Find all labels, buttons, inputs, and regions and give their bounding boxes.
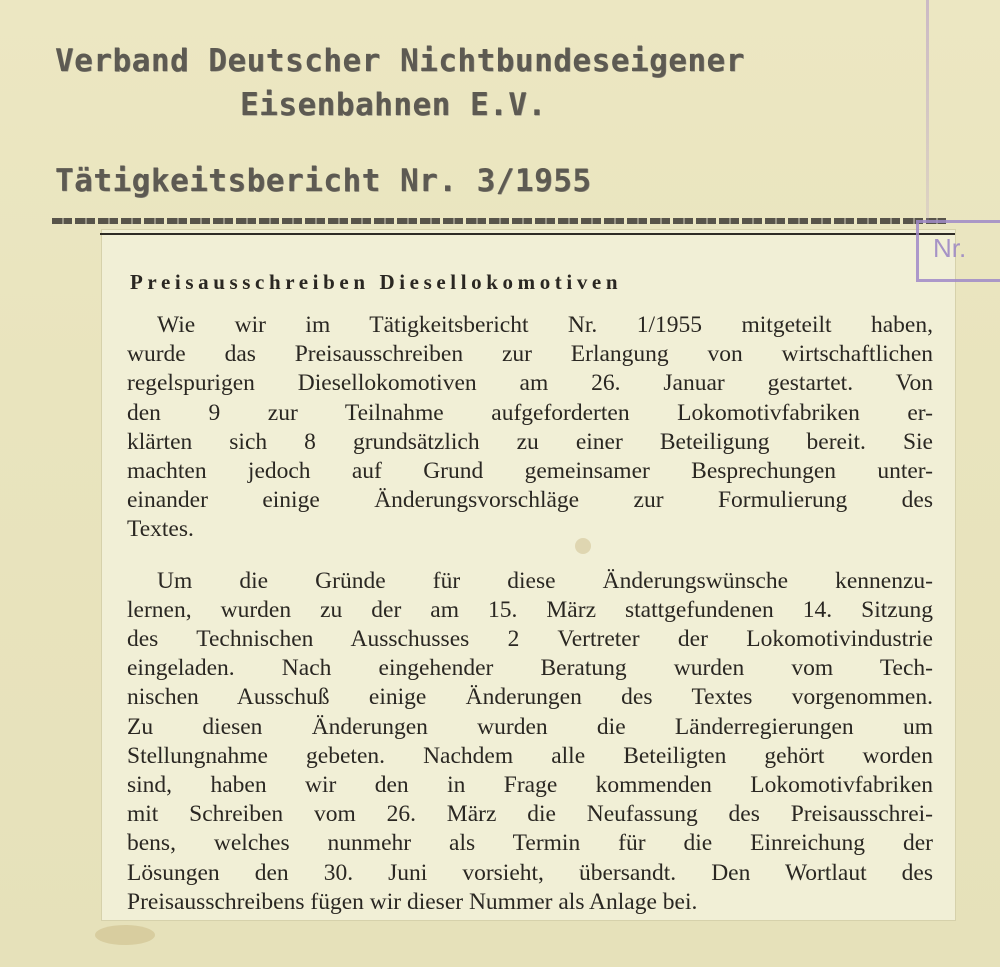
paragraph-line: Preisausschreibens fügen wir dieser Nummer als Anlage bei.	[127, 888, 698, 915]
paragraph-2	[127, 567, 933, 917]
paragraph-line: wurde das Preisausschreiben zur Erlangung von wirtschaftlichen	[127, 341, 933, 368]
stamp-margin-line	[926, 0, 929, 220]
paragraph-line: des Technischen Ausschusses 2 Vertreter der Lokomotivindustrie	[127, 626, 933, 653]
paragraph-line: Zu diesen Änderungen wurden die Länderregierungen um	[127, 713, 933, 740]
paragraph-line: Textes.	[127, 516, 194, 543]
paper-stain	[95, 925, 155, 945]
stamp-text: Nr.	[933, 233, 967, 263]
paragraph-line: lernen, wurden zu der am 15. März stattgefundenen 14. Sitzung	[127, 596, 933, 623]
paragraph-line: den 9 zur Teilnahme aufgeforderten Lokomotivfabriken er-	[127, 399, 933, 426]
paragraph-line: Stellungnahme gebeten. Nachdem alle Beteiligten gehört worden	[127, 742, 933, 769]
paper-stain	[575, 538, 591, 554]
paragraph-1	[127, 311, 933, 545]
paragraph-line: regelspurigen Diesellokomotiven am 26. Januar gestartet. Von	[127, 370, 933, 397]
article-title: Preisausschreiben Diesellokomotiven	[130, 270, 623, 294]
header-association-name: Verband Deutscher Nichtbundeseigener	[55, 43, 745, 79]
paragraph-line: Um die Gründe für diese Änderungswünsche kennenzu-	[157, 567, 933, 594]
paragraph-line: sind, haben wir den in Frage kommenden Lokomotivfabriken	[127, 772, 933, 799]
header-association-suffix: Eisenbahnen E.V.	[240, 87, 547, 123]
paragraph-line: machten jedoch auf Grund gemeinsamer Besprechungen unter-	[127, 458, 933, 485]
paragraph-gap	[127, 545, 933, 567]
paragraph-line: nischen Ausschuß einige Änderungen des Textes vorgenommen.	[127, 684, 933, 711]
paragraph-line: mit Schreiben vom 26. März die Neufassung des Preisausschrei-	[127, 801, 933, 828]
clipping-top-rule	[100, 233, 955, 235]
header-report-number: Tätigkeitsbericht Nr. 3/1955	[55, 163, 592, 199]
paragraph-line: Lösungen den 30. Juni vorsieht, übersandt. Den Wortlaut des	[127, 859, 933, 886]
paragraph-line: eingeladen. Nach eingehender Beratung wurden vom Tech-	[127, 655, 933, 682]
paragraph-line: einander einige Änderungsvorschläge zur Formulierung des	[127, 487, 933, 514]
paragraph-line: bens, welches nunmehr als Termin für die Einreichung der	[127, 830, 933, 857]
article	[127, 270, 933, 917]
paragraph-line: klärten sich 8 grundsätzlich zu einer Beteiligung bereit. Sie	[127, 428, 933, 455]
typed-dash-divider	[52, 218, 947, 224]
paragraph-line: Wie wir im Tätigkeitsbericht Nr. 1/1955 mitgeteilt haben,	[157, 312, 933, 338]
